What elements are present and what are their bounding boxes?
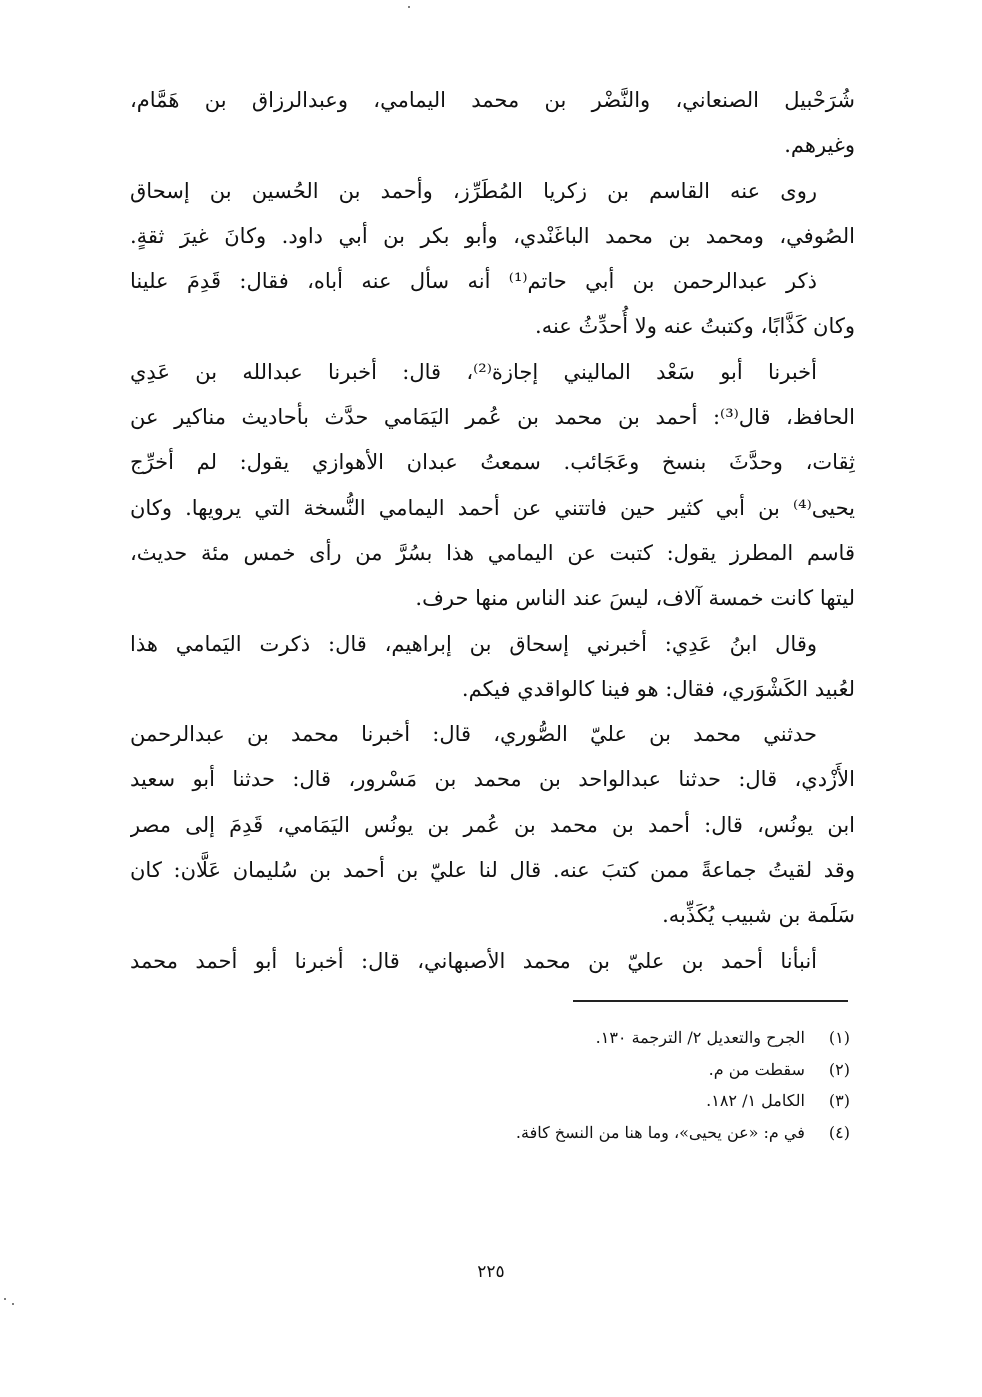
text-line-14: لعُبيد الكَشْوَري، فقال: هو فينا كالواقدي فيكم. bbox=[461, 676, 855, 701]
footnote-text: سقطت من م. bbox=[708, 1059, 805, 1079]
scan-speck bbox=[12, 1303, 14, 1305]
text-line-12: ليتها كانت خمسة آلاف، ليسَ عند الناس منها حرف. bbox=[415, 586, 855, 611]
text-line-6: وكان كَذَّابًا، وكتبتُ عنه ولا أُحدِّثُ عنه. bbox=[535, 314, 855, 339]
text-line-5: ذكر عبدالرحمن بن أبي حاتم⁽¹⁾ أنه سأل عنه أباه، فقال: قَدِمَ علينا bbox=[130, 269, 817, 294]
text-line-8: الحافظ، قال⁽³⁾: أحمد بن محمد بن عُمر اليَمَامي حدَّث بأحاديث مناكير عن bbox=[130, 405, 855, 430]
footnote-3 bbox=[400, 1085, 850, 1117]
footnote-text: الكامل ١/ ١٨٢. bbox=[706, 1091, 805, 1110]
footnotes-block bbox=[400, 1022, 850, 1148]
text-line-2: وغيرهم. bbox=[784, 133, 855, 158]
scan-speck bbox=[4, 1298, 6, 1300]
footnote-1 bbox=[400, 1022, 850, 1054]
text-line-17: ابن يونُس، قال: أحمد بن محمد بن عُمر بن يونُس اليَمَامي، قَدِمَ إلى مصر bbox=[130, 812, 855, 837]
footnote-separator bbox=[573, 1000, 848, 1002]
footnote-number: (٣) bbox=[828, 1091, 850, 1110]
footnote-text: في م: «عن يحيى»، وما هنا من النسخ كافة. bbox=[515, 1122, 805, 1142]
text-line-20: أنبأنا أحمد بن عليّ بن محمد الأصبهاني، قال: أخبرنا أبو أحمد محمد bbox=[130, 948, 817, 973]
text-line-13: وقال ابنُ عَدِي: أخبرني إسحاق بن إبراهيم، قال: ذكرت اليَمامي هذا bbox=[130, 631, 817, 656]
text-line-7: أخبرنا أبو سَعْد الماليني إجازة⁽²⁾، قال: أخبرنا عبدالله بن عَدِي bbox=[130, 359, 817, 384]
text-line-16: الأَزْدي، قال: حدثنا عبدالواحد بن محمد بن مَسْرور، قال: حدثنا أبو سعيد bbox=[130, 767, 855, 792]
main-text-block bbox=[130, 78, 855, 984]
page-number: ٢٢٥ bbox=[477, 1262, 505, 1282]
text-line-9: ثِقات، وحدَّثَ بنسخ وعَجَائب. سمعتُ عبدان الأهوازي يقول: لم أخرِّج bbox=[130, 450, 855, 475]
text-line-18: وقد لقيتُ جماعةً ممن كتبَ عنه. قال لنا عليّ بن أحمد بن سُليمان عَلَّان: كان bbox=[130, 858, 855, 883]
text-line-11: قاسم المطرز يقول: كتبت عن اليمامي هذا بسُرَّ من رأى خمس مئة حديث، bbox=[130, 540, 855, 565]
footnote-4 bbox=[400, 1117, 850, 1149]
text-line-1: شُرَحْبيل الصنعاني، والنَّضْر بن محمد اليمامي، وعبدالرزاق بن هَمَّام، bbox=[130, 88, 855, 112]
text-line-10: يحيى⁽⁴⁾ بن أبي كثير حين فاتتني عن أحمد اليمامي النُّسخة التي يرويها. وكان bbox=[130, 495, 855, 520]
text-line-15: حدثني محمد بن عليّ الصُّوري، قال: أخبرنا محمد بن عبدالرحمن bbox=[130, 722, 817, 747]
footnote-number: (٢) bbox=[828, 1059, 850, 1079]
scan-speck bbox=[408, 6, 410, 8]
footnote-text: الجرح والتعديل ٢/ الترجمة ١٣٠. bbox=[595, 1028, 805, 1047]
text-line-19: سَلَمة بن شبيب يُكَذِّبه. bbox=[662, 903, 855, 928]
footnote-number: (٤) bbox=[828, 1122, 850, 1142]
footnote-number: (١) bbox=[828, 1028, 850, 1047]
footnote-2 bbox=[400, 1054, 850, 1086]
text-line-4: الصُوفي، ومحمد بن محمد الباغَنْدي، وأبو بكر بن أبي داود. وكانَ غيرَ ثقةٍ. bbox=[130, 223, 855, 248]
text-line-3: روى عنه القاسم بن زكريا المُطَرِّز، وأحمد بن الحُسين بن إسحاق bbox=[130, 178, 817, 203]
